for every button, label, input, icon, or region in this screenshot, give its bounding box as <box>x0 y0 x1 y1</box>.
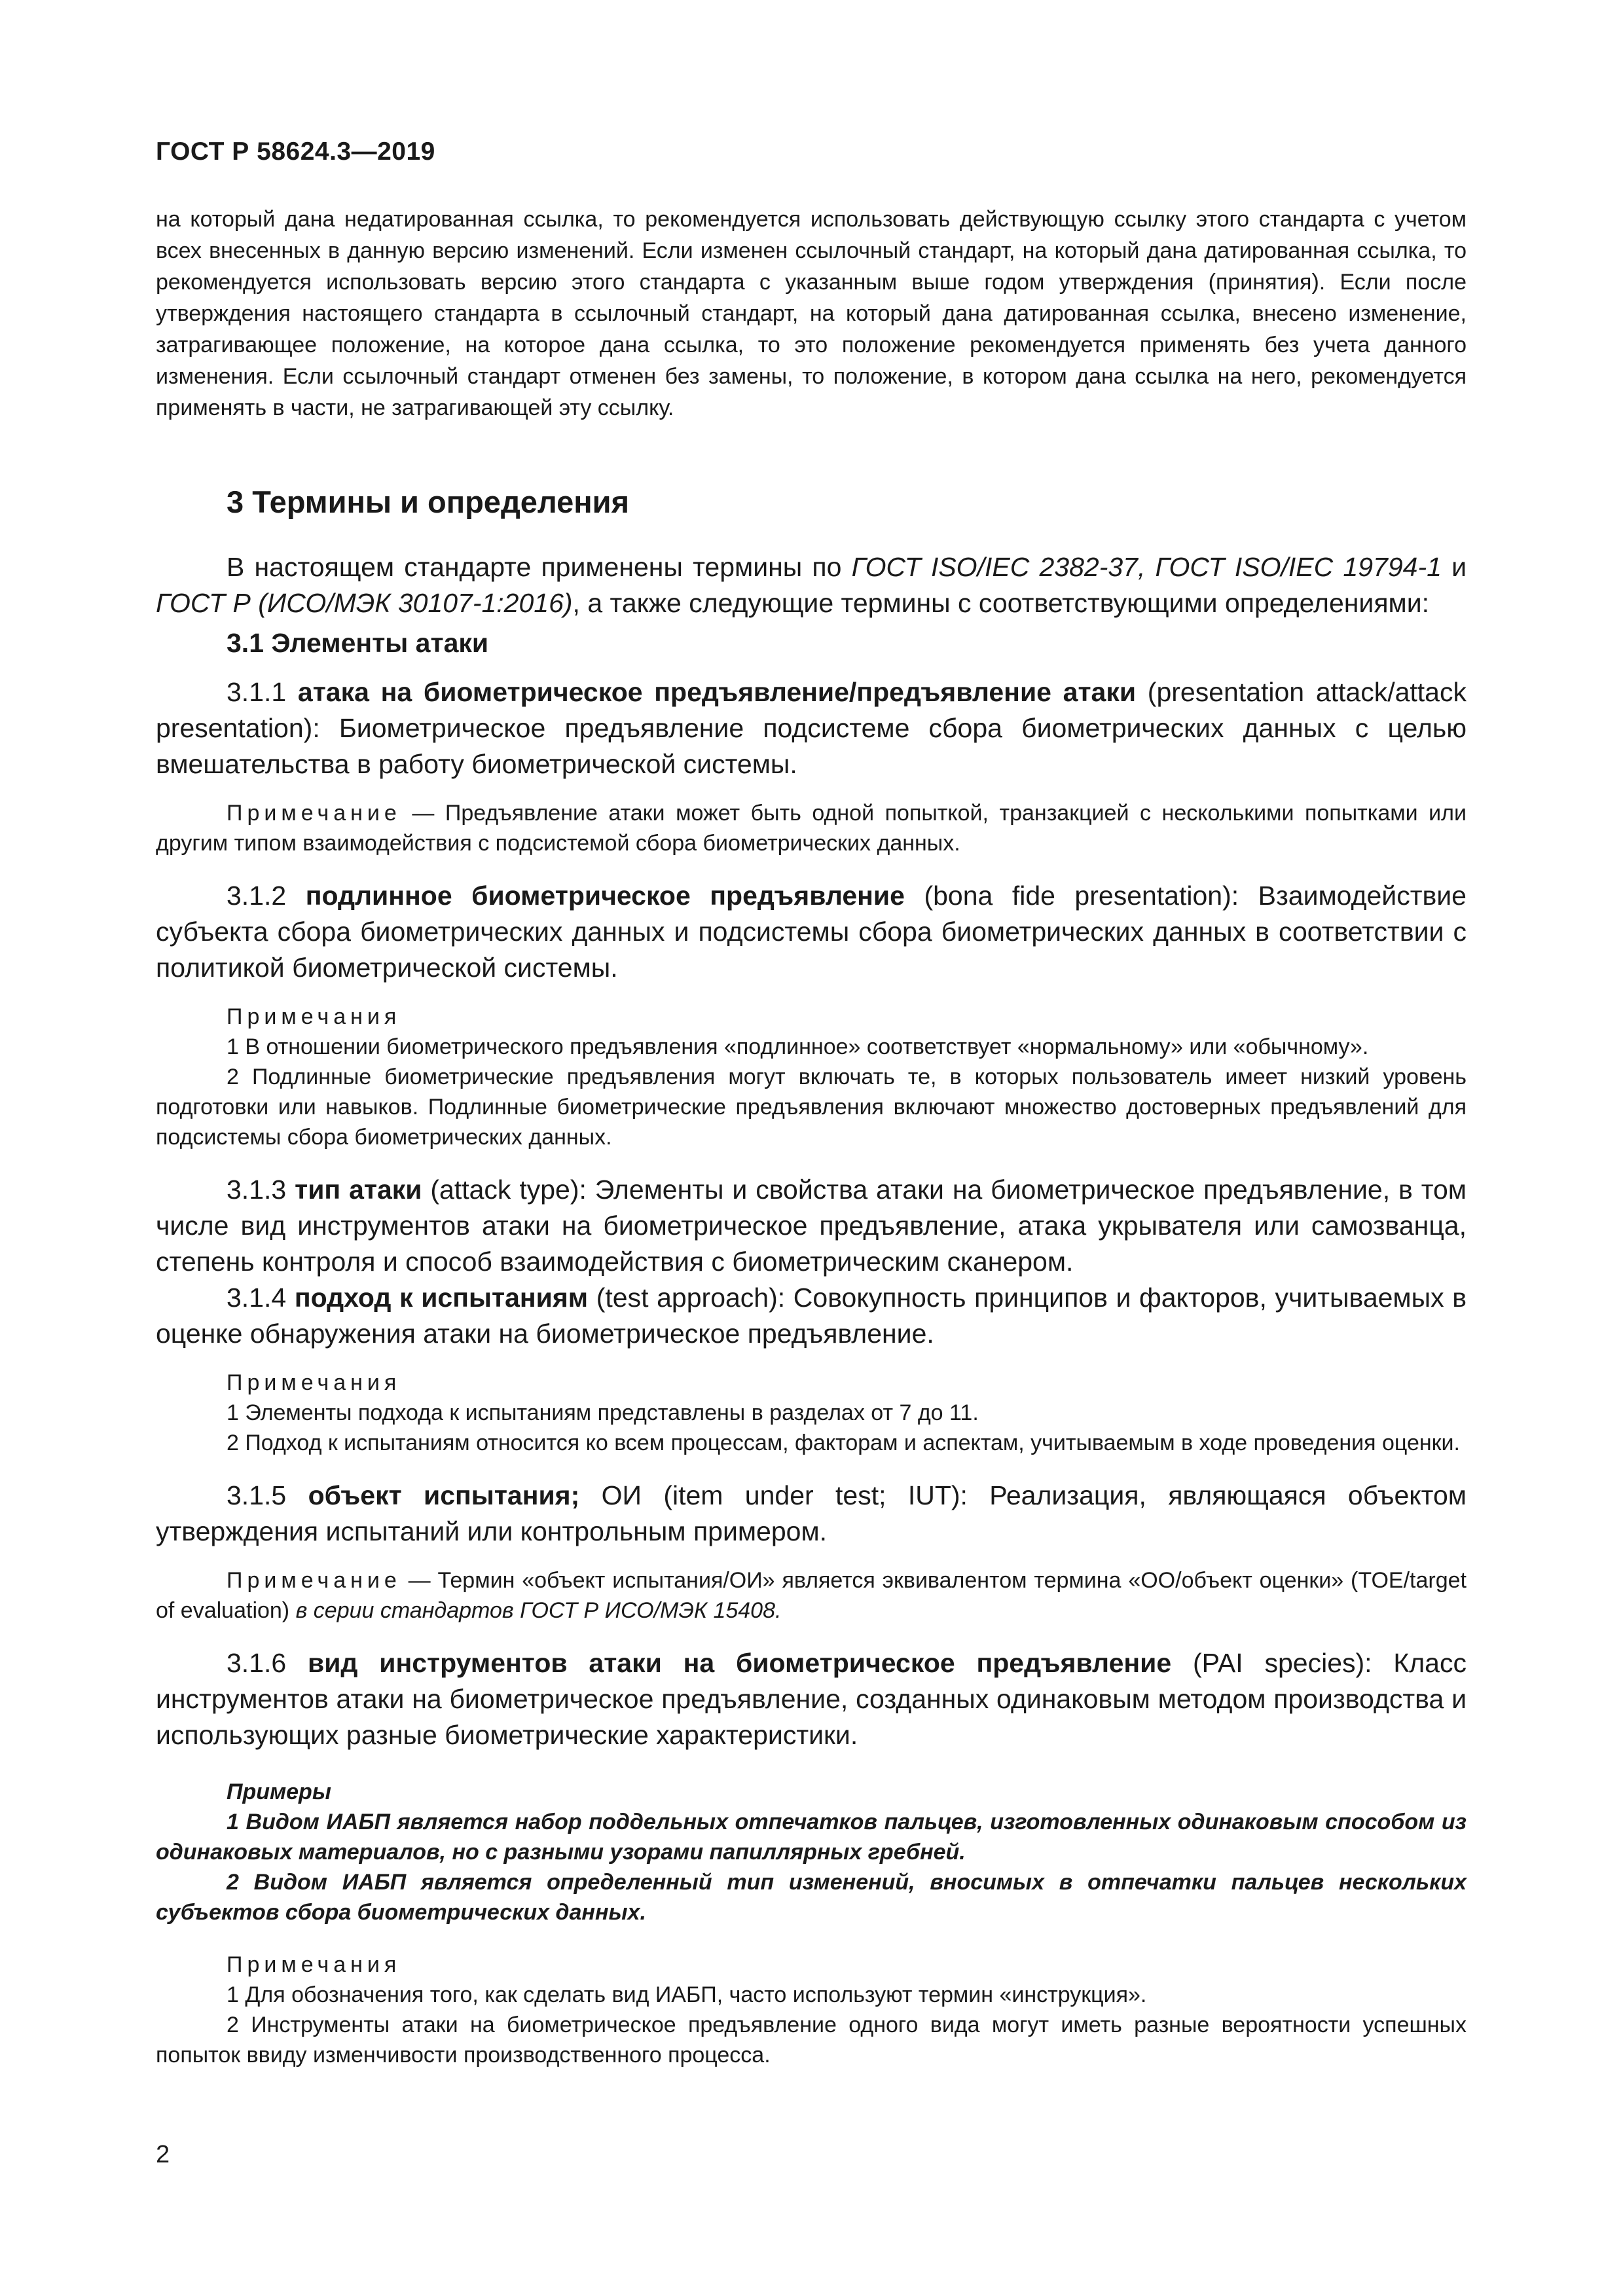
term-3-1-3 <box>156 1172 1467 1280</box>
term-3-1-4 <box>156 1280 1467 1352</box>
term-3-1-5 <box>156 1478 1467 1550</box>
term-definition: ОИ (item under test; IUT): Реализация, являющаяся объектом утверждения испытаний или контрольным примером. <box>156 1480 1467 1546</box>
section-title: 3 Термины и определения <box>227 484 629 519</box>
note-item: 2 Инструменты атаки на биометрическое предъявление одного вида могут иметь разные вероятности успешных попыток ввиду изменчивости производственного процесса. <box>156 2013 1467 2068</box>
example-item: 2 Видом ИАБП является определенный тип изменений, вносимых в отпечатки пальцев нескольких субъектов сбора биометрических данных. <box>156 1870 1467 1925</box>
term-name: тип атаки <box>295 1175 422 1205</box>
section-intro-text-a: В настоящем стандарте применены термины по <box>227 552 852 582</box>
term-name: объект испытания; <box>308 1480 580 1510</box>
notes-3-1-4 <box>156 1368 1467 1458</box>
term-name: подход к испытаниям <box>294 1283 589 1313</box>
notes-3-1-2 <box>156 1002 1467 1152</box>
note-heading: Примечание <box>227 801 401 826</box>
term-number: 3.1.5 <box>227 1480 308 1510</box>
note-item: 1 В отношении биометрического предъявления «подлинное» соответствует «нормальному» или «обычному». <box>227 1034 1369 1059</box>
term-3-1-2 <box>156 878 1467 986</box>
example-item: 1 Видом ИАБП является набор поддельных отпечатков пальцев, изготовленных одинаковым способом из одинаковых материалов, но с разными узорами папиллярных гребней. <box>156 1810 1467 1865</box>
section-intro-text-c: , а также следующие термины с соответствующими определениями: <box>572 588 1430 618</box>
notes-heading: Примечания <box>227 1952 401 1977</box>
term-definition: (PAI species): Класс инструментов атаки на биометрическое предъявление, созданных одинаковым методом производства и использующих разные биометрические характеристики. <box>156 1648 1467 1750</box>
note-3-1-1 <box>156 798 1467 858</box>
term-definition: (attack type): Элементы и свойства атаки на биометрическое предъявление, в том числе вид инструментов атаки на биометрическое предъявление, атака укрывателя или самозванца, степень контроля и способ взаимодействия с биометрическим сканером. <box>156 1175 1467 1277</box>
notes-3-1-6 <box>156 1950 1467 2070</box>
term-number: 3.1.6 <box>227 1648 308 1678</box>
note-text: — Термин «объект испытания/ОИ» является эквивалентом термина «ОО/объект оценки» (TOE/target of evaluation) <box>156 1568 1467 1623</box>
document-page <box>156 137 1467 2090</box>
notes-heading: Примечания <box>227 1370 401 1395</box>
document-code-header: ГОСТ Р 58624.3—2019 <box>156 137 435 166</box>
section-intro-paragraph <box>156 549 1467 621</box>
examples-3-1-6 <box>156 1777 1467 1927</box>
note-3-1-5 <box>156 1565 1467 1626</box>
examples-heading: Примеры <box>227 1779 331 1804</box>
note-heading: Примечание <box>227 1568 401 1593</box>
term-definition: (test approach): Совокупность принципов и факторов, учитываемых в оценке обнаружения атаки на биометрическое предъявление. <box>156 1283 1467 1349</box>
term-number: 3.1.1 <box>227 677 298 707</box>
notes-heading: Примечания <box>227 1004 401 1029</box>
reference-standards-1: ГОСТ ISO/IEC 2382-37, ГОСТ ISO/IEC 19794-1 <box>851 552 1442 582</box>
note-item: 1 Элементы подхода к испытаниям представлены в разделах от 7 до 11. <box>227 1400 979 1425</box>
term-3-1-1 <box>156 674 1467 782</box>
term-name: подлинное биометрическое предъявление <box>305 881 905 911</box>
intro-paragraph: на который дана недатированная ссылка, то рекомендуется использовать действующую ссылку этого стандарта с учетом всех внесенных в данную версию изменений. Если изменен ссылочный стандарт, на который дана датированная ссылка, то рекомендуется использовать версию этого стандарта с указанным выше годом утверждения (принятия). Если после утверждения настоящего стандарта в ссылочный стандарт, на который дана датированная ссылка, внесено изменение, затрагивающее положение, на которое дана ссылка, то это положение рекомендуется применять без учета данного изменения. Если ссылочный стандарт отменен без замены, то положение, в котором дана ссылка на него, рекомендуется применять в части, не затрагивающей эту ссылку. <box>156 207 1467 420</box>
note-text: — Предъявление атаки может быть одной попыткой, транзакцией с несколькими попытками или другим типом взаимодействия с подсистемой сбора биометрических данных. <box>156 801 1467 856</box>
note-item: 2 Подлинные биометрические предъявления могут включать те, в которых пользователь имеет низкий уровень подготовки или навыков. Подлинные биометрические предъявления включают множество достоверных предъявлений для подсистемы сбора биометрических данных. <box>156 1065 1467 1150</box>
term-number: 3.1.2 <box>227 881 306 911</box>
subsection-title: 3.1 Элементы атаки <box>227 628 489 658</box>
term-definition: (bona fide presentation): Взаимодействие субъекта сбора биометрических данных и подсистемы сбора биометрических данных в соответствии с политикой биометрической системы. <box>156 881 1467 983</box>
section-intro-text-b: и <box>1441 552 1467 582</box>
page-number: 2 <box>156 2141 170 2168</box>
term-name: вид инструментов атаки на биометрическое предъявление <box>308 1648 1172 1678</box>
term-3-1-6 <box>156 1645 1467 1753</box>
note-item: 2 Подход к испытаниям относится ко всем процессам, факторам и аспектам, учитываемым в ходе проведения оценки. <box>227 1430 1460 1455</box>
note-reference: в серии стандартов ГОСТ Р ИСО/МЭК 15408. <box>295 1598 782 1623</box>
term-name: атака на биометрическое предъявление/предъявление атаки <box>297 677 1137 707</box>
reference-standards-2: ГОСТ Р (ИСО/МЭК 30107-1:2016) <box>156 588 573 618</box>
term-number: 3.1.3 <box>227 1175 295 1205</box>
note-item: 1 Для обозначения того, как сделать вид ИАБП, часто используют термин «инструкция». <box>227 1982 1147 2007</box>
term-number: 3.1.4 <box>227 1283 295 1313</box>
term-definition: (presentation attack/attack presentation): Биометрическое предъявление подсистеме сбора биометрических данных с целью вмешательства в работу биометрической системы. <box>156 677 1467 779</box>
